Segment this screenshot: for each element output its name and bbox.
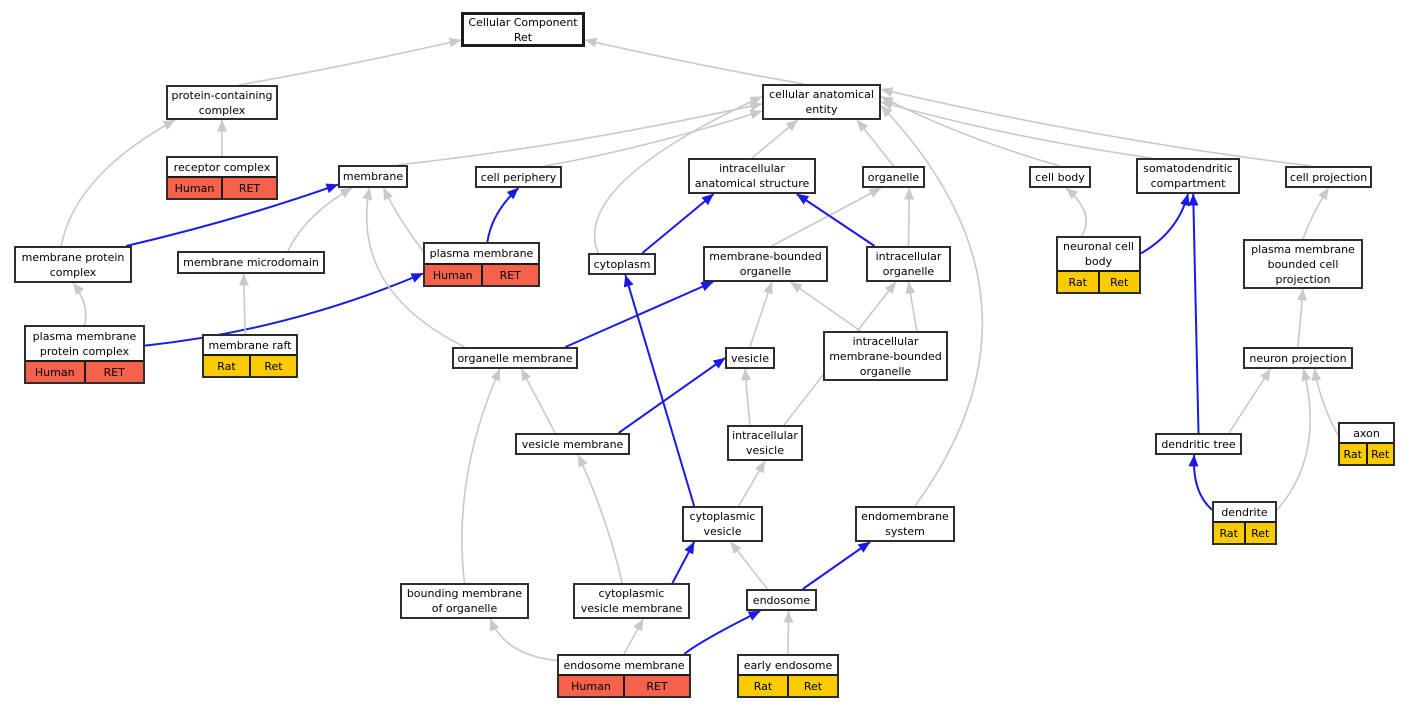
node-mbo[interactable] bbox=[703, 246, 828, 282]
badge-ret[interactable]: Ret bbox=[1366, 444, 1394, 464]
term-label bbox=[1287, 168, 1370, 186]
term-label-line: system bbox=[885, 525, 925, 538]
badge-rat[interactable]: Rat bbox=[1219, 526, 1238, 540]
term-label-line: body bbox=[1084, 255, 1113, 268]
node-pcc[interactable] bbox=[166, 85, 278, 120]
term-label-line: complex bbox=[49, 265, 97, 279]
edge-ee-end bbox=[788, 611, 789, 654]
term-label bbox=[179, 253, 323, 272]
badge-ret[interactable]: RET bbox=[221, 178, 276, 198]
term-label-line: entity bbox=[805, 103, 838, 116]
node-ias[interactable] bbox=[688, 158, 816, 194]
annotation-badges bbox=[739, 674, 837, 696]
node-axon[interactable] bbox=[1338, 422, 1395, 466]
badge-ret[interactable]: Ret bbox=[249, 356, 296, 376]
edge-em-cvm bbox=[624, 619, 643, 654]
term-label bbox=[690, 160, 814, 192]
node-mpc[interactable] bbox=[14, 246, 132, 283]
term-label bbox=[517, 435, 628, 453]
edge-em-end bbox=[684, 611, 760, 654]
term-label-line: dendrite bbox=[1221, 505, 1268, 519]
term-label bbox=[590, 255, 654, 273]
node-ves[interactable] bbox=[725, 347, 775, 369]
term-label bbox=[204, 336, 296, 354]
term-label bbox=[748, 591, 815, 609]
badge-ret[interactable]: Ret bbox=[1244, 523, 1276, 543]
term-label-line: Cellular Component bbox=[468, 15, 578, 29]
edge-mem-cae bbox=[398, 104, 763, 165]
edge-cpj-cae bbox=[881, 89, 1311, 166]
term-label-line: membrane raft bbox=[208, 338, 292, 352]
term-label-line: bounding membrane bbox=[406, 587, 523, 600]
badge-rat[interactable]: Rat bbox=[1343, 447, 1362, 461]
term-label bbox=[1031, 168, 1089, 186]
annotation-badges bbox=[204, 354, 296, 376]
annotation-badges bbox=[1340, 442, 1393, 464]
term-label-line: neuronal cell bbox=[1063, 240, 1134, 253]
term-label bbox=[1058, 238, 1139, 270]
term-label bbox=[1245, 349, 1351, 367]
term-label bbox=[402, 585, 527, 617]
term-label-line: projection bbox=[1275, 272, 1331, 286]
node-dt[interactable] bbox=[1155, 433, 1242, 455]
edge-cb-cae bbox=[881, 97, 1060, 166]
term-label-line: Ret bbox=[513, 30, 533, 44]
term-label-line: cellular anatomical bbox=[769, 88, 874, 101]
node-org[interactable] bbox=[862, 166, 925, 188]
node-raft[interactable] bbox=[202, 334, 298, 378]
node-iv[interactable] bbox=[727, 425, 803, 461]
term-label bbox=[16, 248, 130, 281]
badge-human[interactable]: Human bbox=[174, 181, 215, 195]
node-vm[interactable] bbox=[515, 433, 630, 455]
term-label-line: intracellular bbox=[732, 429, 798, 442]
badge-ret[interactable]: Ret bbox=[787, 676, 837, 696]
node-em[interactable] bbox=[557, 654, 691, 698]
node-imbo[interactable] bbox=[823, 331, 948, 381]
badge-rat[interactable]: Rat bbox=[753, 679, 773, 693]
term-label-line: organelle membrane bbox=[457, 351, 573, 365]
node-cvm[interactable] bbox=[573, 583, 690, 619]
node-ccret[interactable] bbox=[461, 12, 585, 47]
term-label-line: cytoplasm bbox=[593, 257, 651, 271]
edge-cae-ccret bbox=[585, 40, 804, 84]
edge-dt-sdc bbox=[1193, 194, 1198, 433]
term-label bbox=[464, 15, 582, 44]
term-label bbox=[1157, 435, 1240, 453]
term-label bbox=[705, 248, 826, 280]
edge-cyt-ias bbox=[642, 194, 713, 253]
term-label-line: receptor complex bbox=[173, 160, 271, 174]
edge-cv-cyt bbox=[625, 275, 694, 506]
node-pmbcp[interactable] bbox=[1243, 239, 1363, 289]
term-label bbox=[425, 244, 538, 263]
edge-pcc-ccret bbox=[239, 40, 461, 85]
term-label-line: somatodendritic bbox=[1143, 162, 1233, 175]
term-label-line: intracellular bbox=[875, 250, 942, 263]
term-label-line: complex bbox=[198, 103, 246, 117]
edge-vm-ves bbox=[619, 358, 726, 433]
term-label-line: vesicle bbox=[746, 444, 784, 457]
badge-rat[interactable]: Rat bbox=[217, 359, 236, 373]
node-es[interactable] bbox=[855, 506, 955, 542]
term-label-line: membrane bbox=[342, 170, 404, 183]
term-label-line: organelle bbox=[739, 265, 792, 278]
node-pm[interactable] bbox=[423, 242, 540, 287]
term-label bbox=[764, 86, 879, 118]
term-label-line: intracellular bbox=[719, 162, 785, 175]
edge-mbo-org bbox=[772, 188, 881, 246]
edge-om-mbo bbox=[565, 282, 713, 347]
edge-cvm-vm bbox=[578, 455, 622, 583]
badge-rat[interactable]: Rat bbox=[1068, 275, 1087, 289]
edge-pm-cp bbox=[487, 188, 518, 242]
node-rc[interactable] bbox=[166, 156, 278, 200]
annotation-badges bbox=[168, 176, 276, 198]
term-label-line: plasma membrane bbox=[1251, 242, 1355, 256]
term-label-line: vesicle membrane bbox=[521, 437, 624, 451]
term-label-line: vesicle bbox=[731, 351, 769, 365]
node-om[interactable] bbox=[452, 347, 578, 369]
edge-den-dt bbox=[1194, 455, 1212, 510]
term-label-line: early endosome bbox=[743, 658, 833, 672]
edge-ias-cae bbox=[752, 120, 798, 158]
term-label bbox=[868, 248, 949, 280]
annotation-badges bbox=[26, 360, 143, 382]
edge-ves-mbo bbox=[750, 282, 772, 347]
term-label bbox=[26, 327, 143, 360]
term-label-line: plasma membrane bbox=[429, 247, 534, 260]
term-label-line: organelle bbox=[882, 265, 935, 278]
edge-cvm-cv bbox=[672, 542, 694, 583]
term-label-line: protein-containing bbox=[171, 88, 273, 102]
term-label-line: neuron projection bbox=[1249, 351, 1347, 365]
edge-pm-mem bbox=[384, 188, 424, 251]
annotation-badges bbox=[1058, 270, 1139, 292]
node-np[interactable] bbox=[1243, 347, 1353, 369]
badge-ret[interactable]: Ret bbox=[1098, 272, 1140, 292]
edge-pmbcp-cpj bbox=[1303, 188, 1329, 239]
term-label bbox=[575, 585, 688, 617]
edge-dt-np bbox=[1229, 369, 1271, 433]
annotation-badges bbox=[425, 263, 538, 285]
term-label-line: membrane microdomain bbox=[183, 256, 319, 269]
edge-bmo-om bbox=[462, 369, 500, 583]
term-label-line: bounded cell bbox=[1267, 257, 1339, 271]
term-label-line: compartment bbox=[1150, 177, 1226, 190]
term-label bbox=[684, 508, 761, 540]
term-label-line: cell projection bbox=[1289, 170, 1368, 184]
edge-np-pmbcp bbox=[1298, 289, 1303, 347]
edge-sdc-cae bbox=[881, 102, 1152, 158]
term-label bbox=[559, 656, 689, 674]
term-label-line: anatomical structure bbox=[694, 177, 810, 190]
node-ee[interactable] bbox=[737, 654, 839, 698]
term-label-line: organelle bbox=[859, 364, 912, 378]
term-label-line: endomembrane bbox=[861, 510, 949, 523]
term-label-line: dendritic tree bbox=[1161, 437, 1236, 451]
annotation-badges bbox=[559, 674, 689, 696]
term-label bbox=[864, 168, 923, 186]
node-cyt[interactable] bbox=[588, 253, 656, 275]
term-label bbox=[727, 349, 773, 367]
edge-den-np bbox=[1277, 369, 1310, 510]
node-mmd[interactable] bbox=[177, 251, 325, 274]
term-label bbox=[1340, 424, 1393, 442]
badge-ret[interactable]: RET bbox=[623, 676, 689, 696]
edge-imbo-mbo bbox=[791, 282, 861, 331]
term-label-line: membrane protein bbox=[21, 250, 125, 264]
edge-mpc-pcc bbox=[61, 120, 175, 246]
node-io[interactable] bbox=[866, 246, 951, 282]
node-ncb[interactable] bbox=[1056, 236, 1141, 294]
term-label-line: protein complex bbox=[39, 344, 130, 358]
badge-human[interactable]: Human bbox=[34, 365, 75, 379]
edge-axon-np bbox=[1315, 369, 1339, 435]
term-label bbox=[477, 168, 560, 186]
node-bmo[interactable] bbox=[400, 583, 529, 619]
edge-io-ias bbox=[797, 194, 875, 246]
edge-iv-ves bbox=[745, 369, 750, 425]
term-label-line: membrane-bounded bbox=[709, 250, 822, 263]
annotation-badges bbox=[1214, 521, 1275, 543]
edge-ncb-cb bbox=[1066, 188, 1086, 236]
node-cv[interactable] bbox=[682, 506, 763, 542]
term-label-line: cytoplasmic bbox=[598, 587, 665, 600]
edge-em-bmo bbox=[490, 619, 557, 661]
edge-end-es bbox=[803, 542, 870, 589]
badge-human[interactable]: Human bbox=[571, 679, 611, 693]
node-mem[interactable] bbox=[338, 165, 408, 188]
term-label bbox=[340, 167, 406, 186]
term-label-line: vesicle membrane bbox=[580, 602, 683, 615]
node-sdc[interactable] bbox=[1136, 158, 1240, 194]
term-label-line: membrane-bounded bbox=[829, 349, 942, 363]
edge-imbo-io bbox=[909, 282, 917, 331]
term-label bbox=[825, 333, 946, 379]
term-label bbox=[168, 87, 276, 118]
term-label bbox=[1138, 160, 1238, 192]
node-cb[interactable] bbox=[1029, 166, 1091, 188]
node-den[interactable] bbox=[1212, 501, 1277, 545]
term-label-line: endosome membrane bbox=[563, 658, 685, 672]
term-label-line: cytoplasmic bbox=[689, 510, 756, 523]
edge-ncb-sdc bbox=[1141, 194, 1188, 253]
term-label bbox=[1214, 503, 1275, 521]
node-cae[interactable] bbox=[762, 84, 881, 120]
edge-io-org bbox=[909, 188, 910, 246]
term-label-line: endosome bbox=[752, 593, 811, 607]
term-label-line: cell periphery bbox=[480, 170, 557, 184]
node-cpj[interactable] bbox=[1285, 166, 1372, 188]
term-label bbox=[454, 349, 576, 367]
edge-pmpc-mpc bbox=[73, 283, 86, 325]
node-cp[interactable] bbox=[475, 166, 562, 188]
term-label-line: cell body bbox=[1035, 170, 1085, 184]
edge-end-cv bbox=[731, 542, 768, 589]
term-label-line: organelle bbox=[867, 170, 920, 184]
node-pmpc[interactable] bbox=[24, 325, 145, 384]
edge-raft-mmd bbox=[244, 274, 246, 334]
node-end[interactable] bbox=[746, 589, 817, 611]
term-label bbox=[1245, 241, 1361, 287]
term-label bbox=[729, 427, 801, 459]
badge-ret[interactable]: RET bbox=[481, 265, 539, 285]
edge-cv-iv bbox=[739, 461, 765, 506]
term-label-line: axon bbox=[1353, 426, 1380, 440]
term-label bbox=[857, 508, 953, 540]
badge-ret[interactable]: RET bbox=[84, 362, 144, 382]
term-label-line: of organelle bbox=[431, 602, 498, 615]
edge-org-cae bbox=[857, 120, 893, 166]
term-label-line: intracellular bbox=[852, 334, 919, 348]
badge-human[interactable]: Human bbox=[432, 268, 473, 282]
term-label bbox=[739, 656, 837, 674]
edge-vm-om bbox=[521, 369, 555, 433]
term-label-line: plasma membrane bbox=[32, 329, 137, 343]
term-label bbox=[168, 158, 276, 176]
term-label-line: vesicle bbox=[703, 525, 742, 538]
